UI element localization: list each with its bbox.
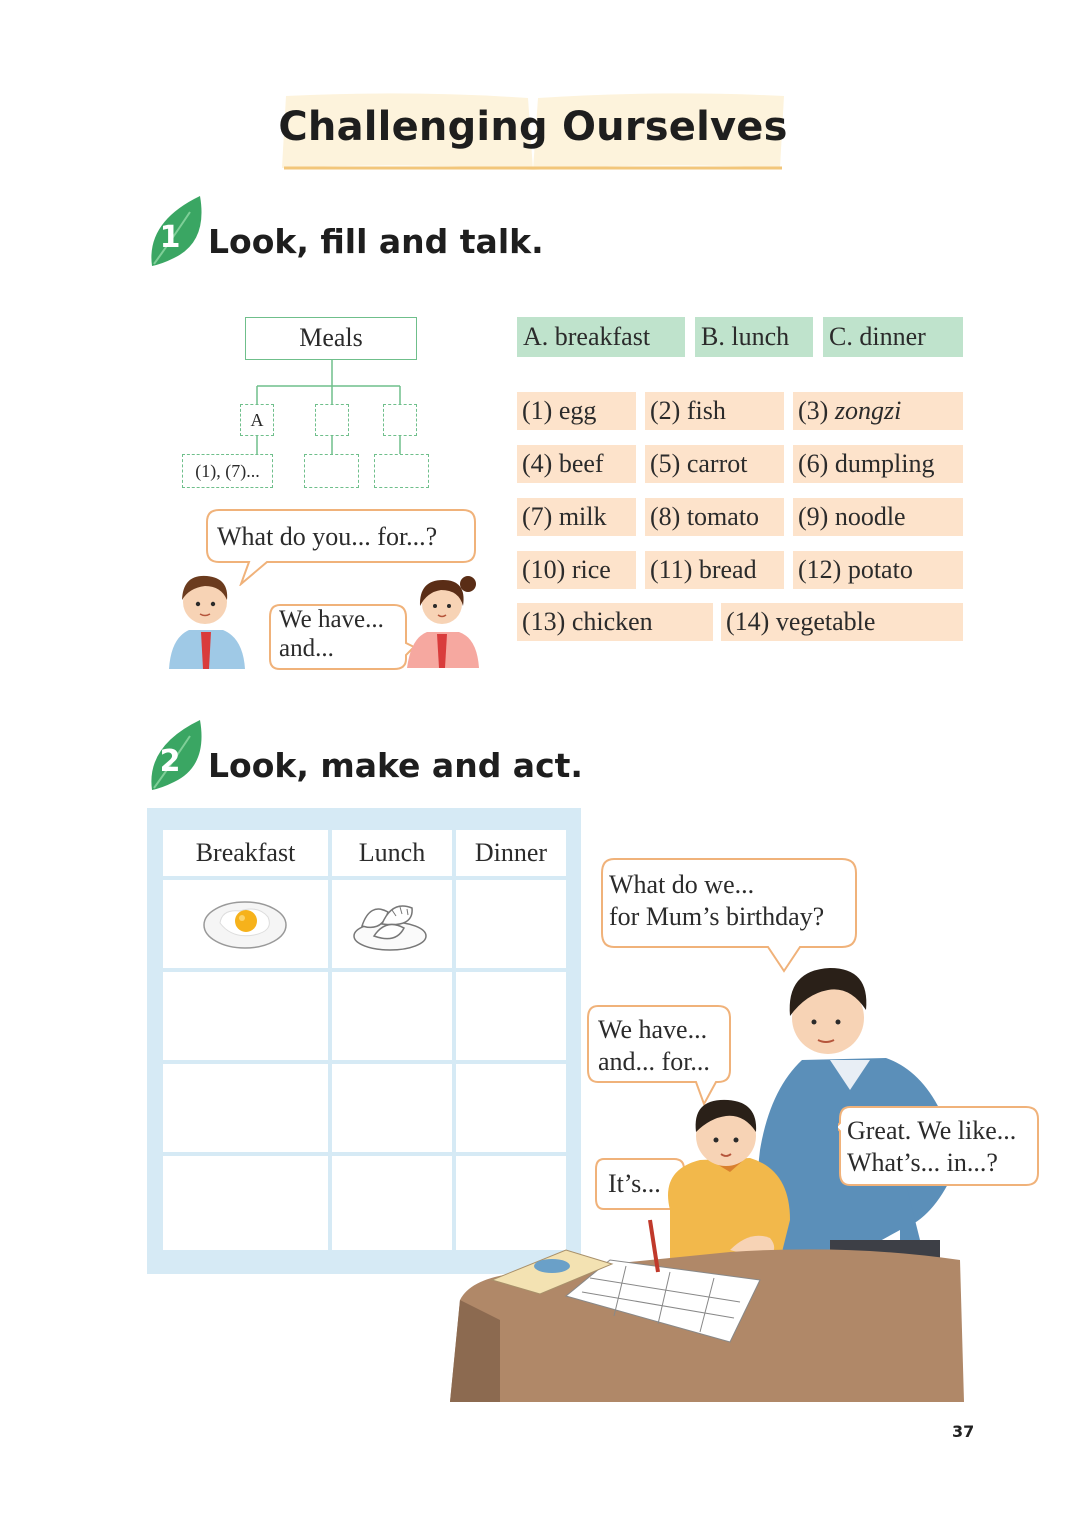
tree-root: Meals xyxy=(245,317,417,360)
table-cell xyxy=(163,972,328,1060)
food-word-item xyxy=(517,498,636,536)
tree-leaf-a: (1), (7)... xyxy=(182,454,273,488)
food-word-label: bread xyxy=(698,555,757,584)
food-word-label: vegetable xyxy=(775,607,876,636)
food-word-label: beef xyxy=(558,449,604,478)
food-word-number: (3) xyxy=(798,396,829,425)
dumplings-icon xyxy=(352,894,428,952)
table-header-dinner: Dinner xyxy=(456,830,566,876)
meal-option-a: A. breakfast xyxy=(517,317,685,357)
food-word-label: milk xyxy=(558,502,607,531)
section-number: 1 xyxy=(159,220,181,255)
table-cell xyxy=(456,880,566,968)
food-word-item xyxy=(793,498,963,536)
food-word-label: tomato xyxy=(686,502,760,531)
food-word-label: chicken xyxy=(571,607,653,636)
food-word-number: (1) xyxy=(522,396,553,425)
bubble-question-text: What do you... for...? xyxy=(217,522,438,551)
boy-illustration xyxy=(165,564,247,669)
food-word-item xyxy=(517,603,713,641)
food-word-item xyxy=(721,603,963,641)
food-word-item xyxy=(793,392,963,430)
page-title: Challenging Ourselves xyxy=(278,104,788,150)
food-word-item xyxy=(793,551,963,589)
table-cell xyxy=(163,1064,328,1152)
food-word-item xyxy=(793,445,963,483)
food-word-label: egg xyxy=(558,396,597,425)
food-word-number: (9) xyxy=(798,502,829,531)
bubble-dad-reply-text: Great. We like... What’s... in...? xyxy=(847,1116,1017,1177)
tree-node-a: A xyxy=(240,404,274,436)
girl-illustration xyxy=(405,572,481,668)
food-word-label: zongzi xyxy=(834,396,902,425)
food-word-label: potato xyxy=(847,555,913,584)
tree-leaf-c xyxy=(374,454,429,488)
bubble-its-text: It’s... xyxy=(608,1169,661,1198)
bubble-answer-text: We have... and... xyxy=(279,606,384,662)
bubble-boy-answer-text: We have... and... for... xyxy=(598,1015,710,1076)
table-header-lunch: Lunch xyxy=(332,830,452,876)
food-word-label: noodle xyxy=(834,502,906,531)
tree-node-c xyxy=(383,404,417,436)
food-word-item xyxy=(517,392,636,430)
food-word-number: (2) xyxy=(650,396,681,425)
meal-option-c: C. dinner xyxy=(823,317,963,357)
food-word-number: (13) xyxy=(522,607,566,636)
food-word-item xyxy=(645,445,784,483)
food-word-item xyxy=(645,392,784,430)
section-number: 2 xyxy=(159,744,181,779)
food-word-number: (5) xyxy=(650,449,681,478)
food-word-number: (10) xyxy=(522,555,566,584)
food-word-number: (6) xyxy=(798,449,829,478)
meal-option-b: B. lunch xyxy=(695,317,813,357)
food-word-number: (8) xyxy=(650,502,681,531)
food-word-number: (7) xyxy=(522,502,553,531)
tree-leaf-b xyxy=(304,454,359,488)
food-word-item xyxy=(645,498,784,536)
section-title: Look, fill and talk. xyxy=(208,222,544,261)
food-word-label: dumpling xyxy=(834,449,935,478)
page-number: 37 xyxy=(952,1422,975,1441)
food-word-item xyxy=(517,445,636,483)
food-word-number: (11) xyxy=(650,555,693,584)
food-word-label: carrot xyxy=(686,449,748,478)
fried-egg-icon xyxy=(202,897,288,951)
tree-node-b xyxy=(315,404,349,436)
food-word-number: (14) xyxy=(726,607,770,636)
food-word-item xyxy=(645,551,784,589)
food-word-number: (4) xyxy=(522,449,553,478)
food-word-label: fish xyxy=(686,396,726,425)
section-title: Look, make and act. xyxy=(208,746,583,785)
food-word-label: rice xyxy=(571,555,611,584)
food-word-number: (12) xyxy=(798,555,842,584)
table-header-breakfast: Breakfast xyxy=(163,830,328,876)
table-cell xyxy=(163,1156,328,1250)
bubble-dad-question-text: What do we... for Mum’s birthday? xyxy=(609,870,825,931)
food-word-item xyxy=(517,551,636,589)
